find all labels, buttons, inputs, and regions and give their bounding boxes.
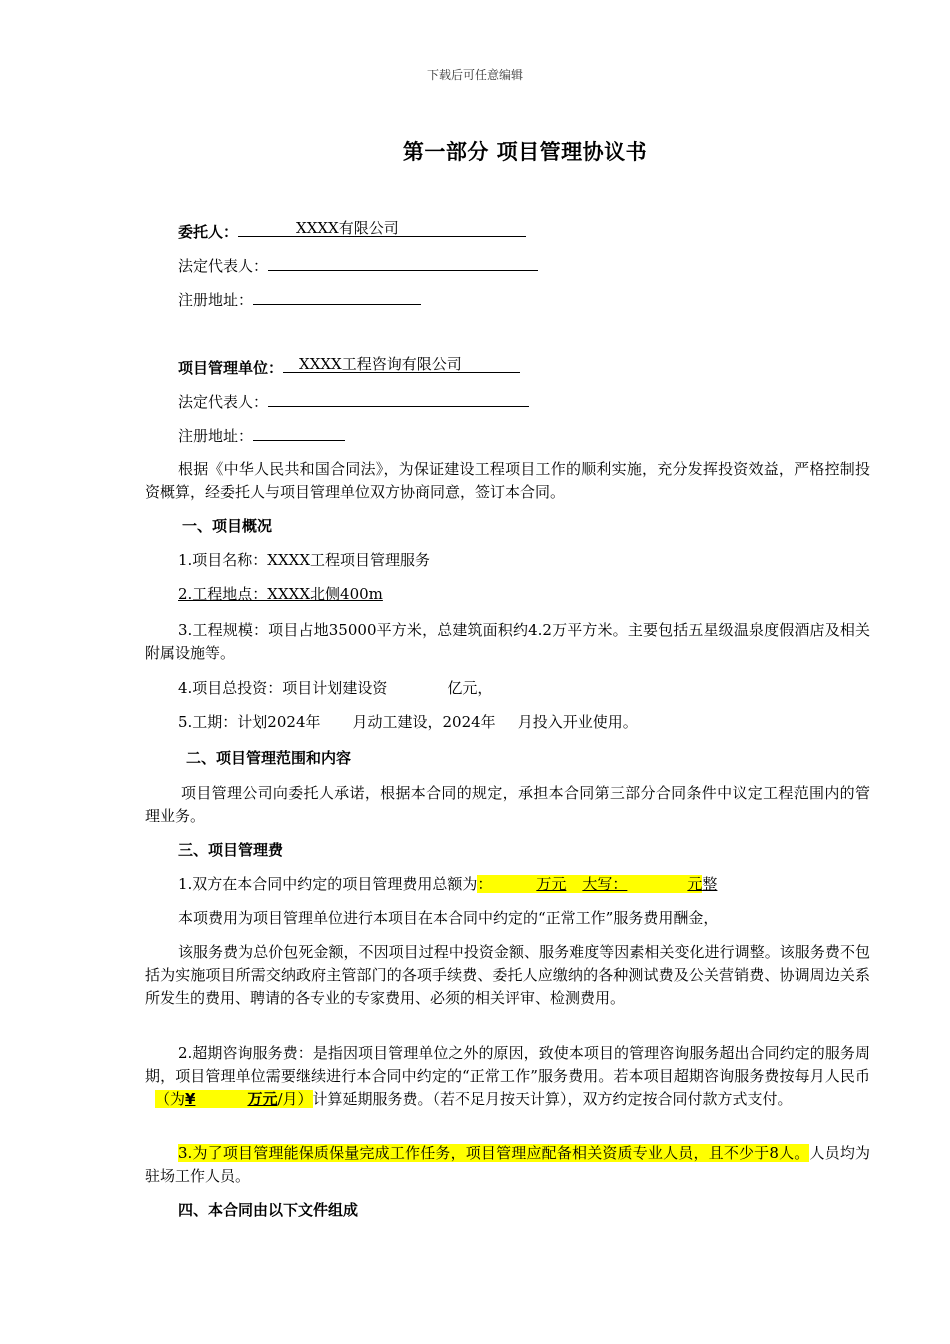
client-legal-rep-label: 法定代表人： (178, 257, 269, 275)
section-4-title: 四、本合同由以下文件组成 (178, 1201, 359, 1219)
intro-paragraph: 根据《中华人民共和国合同法》，为保证建设工程项目工作的顺利实施，充分发挥投资效益，严格控制投资概算，经委托人与项目管理单位双方协商同意，签订本合同。 (145, 460, 870, 501)
section-2-title: 二、项目管理范围和内容 (186, 749, 352, 767)
section-3-currency: ¥ (185, 1090, 196, 1108)
section-3-text-1: 本项费用为项目管理单位进行本项目在本合同中约定的“正常工作”服务费用酬金， (178, 909, 719, 927)
section-3-fee-unit: 万元 (536, 875, 567, 893)
manager-line (178, 356, 520, 378)
section-1-item-1: 1.项目名称：XXXX工程项目管理服务 (178, 551, 431, 569)
manager-address-label: 注册地址： (178, 427, 254, 445)
section-1-item-5-a: 5.工期：计划2024年 (178, 713, 321, 731)
client-name-field (238, 220, 526, 237)
manager-name: XXXX工程咨询有限公司 (299, 355, 462, 373)
section-3-overtime-per-month: /月） (277, 1090, 313, 1108)
client-label: 委托人： (178, 223, 239, 241)
section-3-item-1-end: 整 (702, 875, 718, 893)
section-1-item-2-text: 2.工程地点：XXXX北侧400m (178, 585, 383, 603)
section-3-item-3-b: 人员均为驻场工作人员。 (145, 1144, 870, 1185)
section-3-item-1-colon: ： (477, 875, 493, 893)
section-1-item-4-a: 4.项目总投资：项目计划建设资 (178, 679, 388, 697)
client-address-label: 注册地址： (178, 291, 254, 309)
section-3-item-3 (145, 1142, 870, 1188)
section-3-fee-capital-label: 大写： (582, 875, 628, 893)
section-1-item-5-c: 月投入开业使用。 (517, 713, 638, 731)
manager-address-line (178, 424, 345, 446)
client-legal-rep-line (178, 254, 538, 276)
section-3-overtime-unit: 万元 (247, 1090, 278, 1108)
client-name: XXXX有限公司 (296, 219, 399, 237)
section-3-overtime-open: （为 (155, 1090, 186, 1108)
section-3-fee-capital-unit: 元 (687, 875, 703, 893)
section-3-item-1-a: 1.双方在本合同中约定的项目管理费用总额为 (178, 875, 478, 893)
section-3-title: 三、项目管理费 (178, 841, 284, 859)
section-1-item-5 (178, 712, 638, 732)
section-1-item-4-b: 亿元， (447, 679, 493, 697)
manager-legal-rep-line (178, 390, 529, 412)
section-3-item-3-a: 3.为了项目管理能保质保量完成工作任务，项目管理应配备相关资质专业人员，且不少于8人。 (178, 1144, 810, 1162)
manager-legal-rep-field (268, 390, 529, 407)
client-address-line (178, 288, 421, 310)
section-3-item-2-a: 2.超期咨询服务费：是指因项目管理单位之外的原因，致使本项目的管理咨询服务超出合同约定的服务周期，项目管理单位需要继续进行本合同中约定的“正常工作”服务费用。若本项目超期咨询服务费按每月人民币 (145, 1044, 870, 1085)
section-3-text-2: 该服务费为总价包死金额，不因项目过程中投资金额、服务难度等因素相关变化进行调整。该服务费不包括为实施项目所需交纳政府主管部门的各项手续费、委托人应缴纳的各种测试费及公关营销费、协调周边关系所发生的费用、聘请的各专业的专家费用、必须的相关评审、检测费用。 (145, 943, 870, 1007)
section-3-total-fee (492, 875, 702, 893)
section-1-item-4 (178, 678, 492, 698)
section-3-item-1 (178, 874, 723, 894)
section-3-item-2-f: 计算延期服务费。（若不足月按天计算），双方约定按合同付款方式支付。 (312, 1090, 793, 1108)
section-1-item-5-b: 月动工建设，2024年 (352, 713, 496, 731)
section-3-item-2 (145, 1042, 870, 1111)
header-note: 下载后可任意编辑 (426, 68, 523, 82)
client-legal-rep-field (268, 254, 538, 271)
manager-label: 项目管理单位： (178, 359, 284, 377)
manager-address-field (253, 424, 345, 441)
section-2-text: 项目管理公司向委托人承诺，根据本合同的规定，承担本合同第三部分合同条件中议定工程范围内的管理业务。 (145, 784, 870, 825)
client-address-field (253, 288, 421, 305)
manager-legal-rep-label: 法定代表人： (178, 393, 269, 411)
section-1-item-3: 3.工程规模：项目占地35000平方米，总建筑面积约4.2万平方米。主要包括五星级温泉度假酒店及相关附属设施等。 (145, 621, 870, 662)
page-title: 第一部分 项目管理协议书 (402, 140, 648, 164)
section-3-overtime-fee (155, 1090, 313, 1108)
section-1-title: 一、项目概况 (182, 517, 273, 535)
client-line (178, 220, 526, 242)
manager-name-field (283, 356, 520, 373)
section-1-item-2 (178, 584, 383, 604)
